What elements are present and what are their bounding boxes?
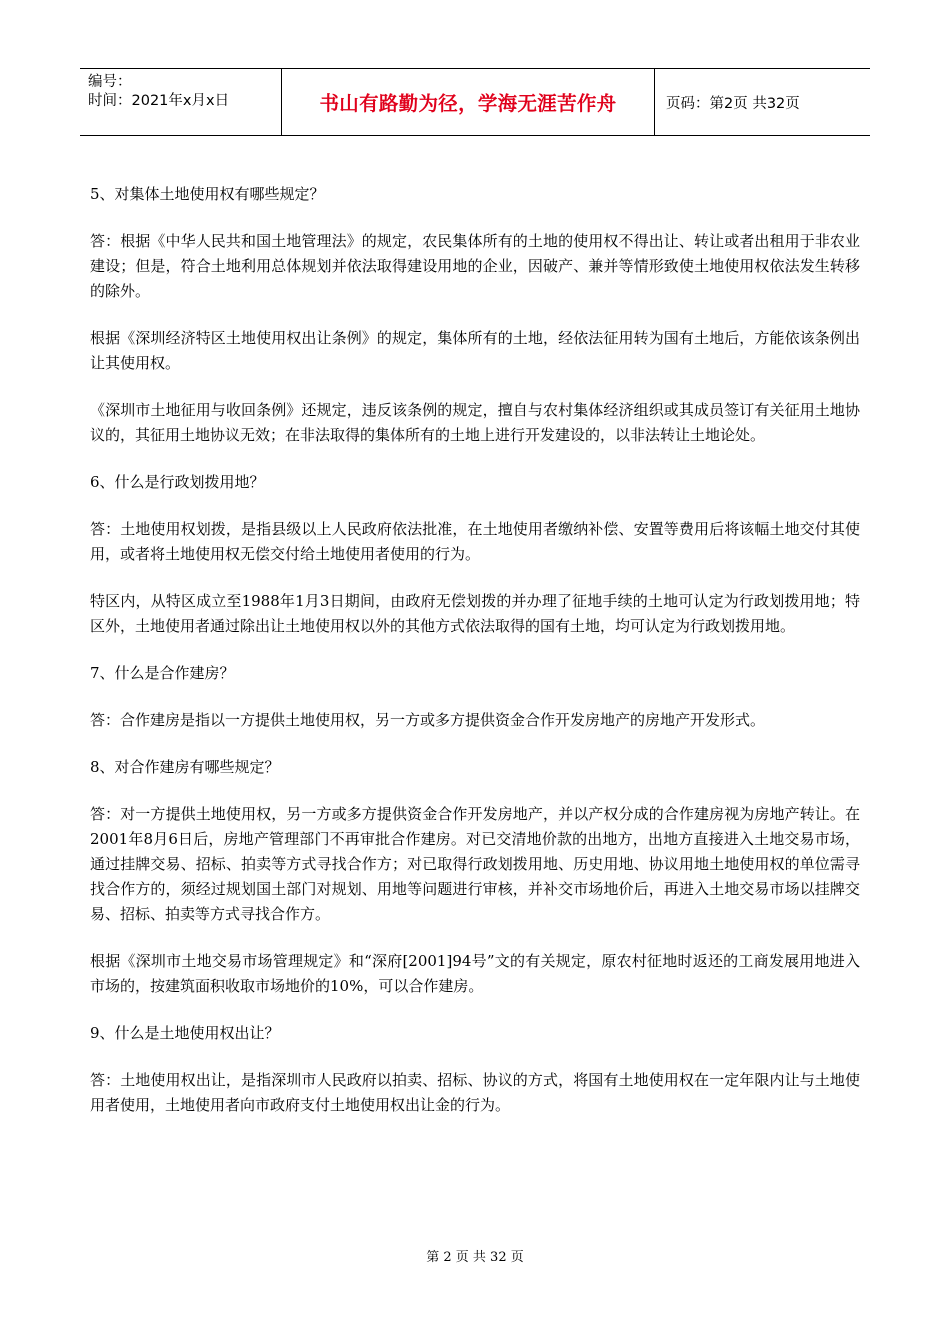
answer-paragraph: 答：根据《中华人民共和国土地管理法》的规定，农民集体所有的土地的使用权不得出让、转让或者出租用于非农业建设；但是，符合土地利用总体规划并依法取得建设用地的企业，因破产、兼并等情形致使土地使用权依法发生转移的除外。: [90, 232, 860, 300]
body-paragraph: 根据《深圳经济特区土地使用权出让条例》的规定，集体所有的土地，经依法征用转为国有土地后，方能依该条例出让其使用权。: [90, 329, 860, 372]
body-paragraph: 特区内，从特区成立至1988年1月3日期间，由政府无偿划拨的并办理了征地手续的土地可认定为行政划拨用地；特区外，土地使用者通过除出让土地使用权以外的其他方式依法取得的国有土地，均可认定为行政划拨用地。: [90, 592, 860, 635]
question-heading: 9、什么是土地使用权出让？: [90, 1024, 280, 1042]
body-paragraph: 《深圳市土地征用与收回条例》还规定，违反该条例的规定，擅自与农村集体经济组织或其成员签订有关征用土地协议的，其征用土地协议无效；在非法取得的集体所有的土地上进行开发建设的，以非法转让土地论处。: [90, 401, 860, 444]
date-line: 时间：2021年x月x日: [88, 93, 230, 109]
number-label: 编号：: [88, 74, 132, 90]
question-heading: 8、对合作建房有哪些规定？: [90, 758, 280, 776]
answer-paragraph: 答：对一方提供土地使用权，另一方或多方提供资金合作开发房地产，并以产权分成的合作建房视为房地产转让。在2001年8月6日后，房地产管理部门不再审批合作建房。对已交清地价款的出地方，出地方直接进入土地交易市场，通过挂牌交易、招标、拍卖等方式寻找合作方；对已取得行政划拨用地、历史用地、协议用地土地使用权的单位需寻找合作方的，须经过规划国土部门对规划、用地等问题进行审核，并补交市场地价后，再进入土地交易市场以挂牌交易、招标、拍卖等方式寻找合作方。: [90, 805, 860, 923]
answer-paragraph: 答：土地使用权出让，是指深圳市人民政府以拍卖、招标、协议的方式，将国有土地使用权在一定年限内让与土地使用者使用，土地使用者向市政府支付土地使用权出让金的行为。: [90, 1071, 860, 1114]
question-heading: 6、什么是行政划拨用地？: [90, 473, 265, 491]
answer-paragraph: 答：合作建房是指以一方提供土地使用权，另一方或多方提供资金合作开发房地产的房地产开发形式。: [90, 711, 766, 729]
answer-paragraph: 答：土地使用权划拨，是指县级以上人民政府依法批准，在土地使用者缴纳补偿、安置等费用后将该幅土地交付其使用，或者将土地使用权无偿交付给土地使用者使用的行为。: [90, 520, 860, 563]
body-paragraph: 根据《深圳市土地交易市场管理规定》和“深府[2001]94号”文的有关规定，原农村征地时返还的工商发展用地进入市场的，按建筑面积收取市场地价的10%，可以合作建房。: [90, 952, 860, 995]
page-header: [80, 68, 870, 136]
question-heading: 5、对集体土地使用权有哪些规定？: [90, 185, 325, 203]
document-body: [90, 182, 860, 1140]
page-footer: 第 2 页 共 32 页: [426, 1250, 524, 1265]
header-divider: [654, 69, 655, 135]
header-motto: 书山有路勤为径，学海无涯苦作舟: [319, 92, 617, 115]
question-heading: 7、什么是合作建房？: [90, 664, 235, 682]
header-meta: [88, 73, 278, 111]
header-page-info: 页码：第2页 共32页: [666, 95, 800, 112]
